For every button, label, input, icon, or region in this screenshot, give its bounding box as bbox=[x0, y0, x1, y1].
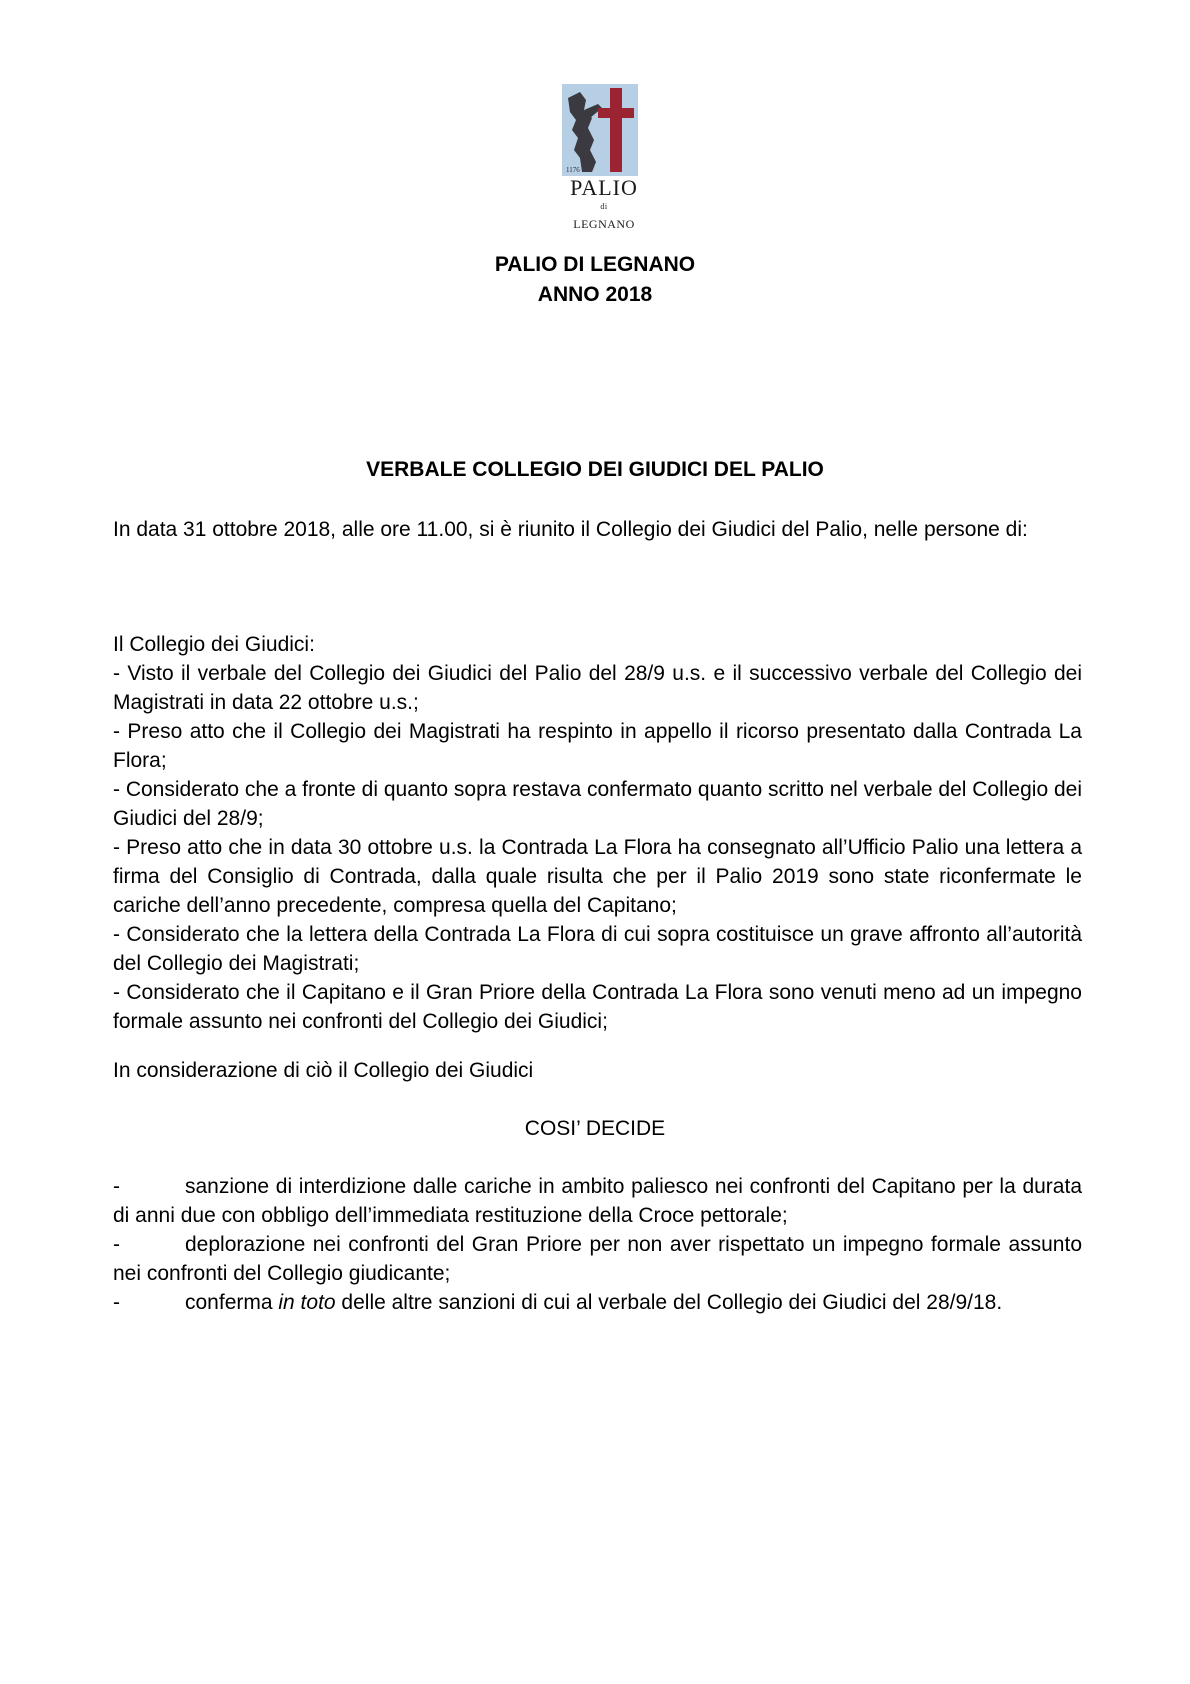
premise-item: - Considerato che a fronte di quanto sopra restava confermato quanto scritto nel verbale del Collegio dei Giudici del 28/9; bbox=[113, 778, 1082, 830]
decision-text: sanzione di interdizione dalle cariche in ambito paliesco nei confronti del Capitano per la durata di anni due con obbligo dell’immediata restituzione della Croce pettorale; bbox=[113, 1175, 1082, 1227]
logo-legnano-text bbox=[560, 200, 648, 231]
palio-emblem-icon bbox=[562, 84, 638, 176]
premise-item: - Considerato che la lettera della Contrada La Flora di cui sopra costituisce un grave affronto all’autorità del Collegio dei Magistrati; bbox=[113, 923, 1082, 975]
logo-palio-text: PALIO bbox=[570, 175, 638, 200]
decision-item bbox=[113, 1172, 1082, 1230]
premise-item: - Preso atto che in data 30 ottobre u.s. la Contrada La Flora ha consegnato all’Ufficio Palio una lettera a firma del Consiglio di Contrada, dalla quale risulta che per il Palio 2019 sono state riconfermate le cariche dell’anno precedente, compresa quella del Capitano; bbox=[113, 836, 1082, 917]
collegio-label: Il Collegio dei Giudici: bbox=[113, 633, 315, 656]
consideration-paragraph: In considerazione di ciò il Collegio dei Giudici bbox=[113, 1059, 534, 1082]
decision-text-before: conferma bbox=[185, 1291, 279, 1314]
decide-heading: COSI’ DECIDE bbox=[524, 1117, 666, 1140]
logo-di-text: di bbox=[600, 202, 608, 211]
decision-text-italic: in toto bbox=[278, 1291, 336, 1314]
decision-dash: - bbox=[113, 1233, 120, 1256]
premises-list bbox=[113, 659, 1082, 1036]
decisions-list bbox=[113, 1172, 1082, 1317]
premise-item: - Considerato che il Capitano e il Gran Priore della Contrada La Flora sono venuti meno ad un impegno formale assunto nei confronti del Collegio dei Giudici; bbox=[113, 981, 1082, 1033]
decision-text: deplorazione nei confronti del Gran Priore per non aver rispettato un impegno formale assunto nei confronti del Collegio giudicante; bbox=[113, 1233, 1082, 1285]
document-title: VERBALE COLLEGIO DEI GIUDICI DEL PALIO bbox=[366, 458, 824, 481]
header-line-1: PALIO DI LEGNANO bbox=[494, 253, 696, 276]
intro-paragraph: In data 31 ottobre 2018, alle ore 11.00, si è riunito il Collegio dei Giudici del Palio, nelle persone di: bbox=[113, 518, 1028, 541]
logo-wordmark bbox=[560, 176, 648, 231]
decision-item bbox=[113, 1288, 1082, 1317]
svg-text:1176: 1176 bbox=[566, 166, 580, 174]
header-line-2: ANNO 2018 bbox=[537, 283, 653, 306]
document-header bbox=[0, 250, 1190, 310]
decision-item bbox=[113, 1230, 1082, 1288]
premise-item: - Preso atto che il Collegio dei Magistrati ha respinto in appello il ricorso presentato dalla Contrada La Flora; bbox=[113, 720, 1082, 772]
decision-dash: - bbox=[113, 1175, 120, 1198]
logo-legnano-word: LEGNANO bbox=[573, 217, 635, 231]
decision-text-after: delle altre sanzioni di cui al verbale del Collegio dei Giudici del 28/9/18. bbox=[335, 1291, 1003, 1314]
decision-dash: - bbox=[113, 1291, 120, 1314]
premise-item: - Visto il verbale del Collegio dei Giudici del Palio del 28/9 u.s. e il successivo verbale del Collegio dei Magistrati in data 22 ottobre u.s.; bbox=[113, 662, 1082, 714]
palio-di-legnano-logo bbox=[560, 84, 648, 231]
